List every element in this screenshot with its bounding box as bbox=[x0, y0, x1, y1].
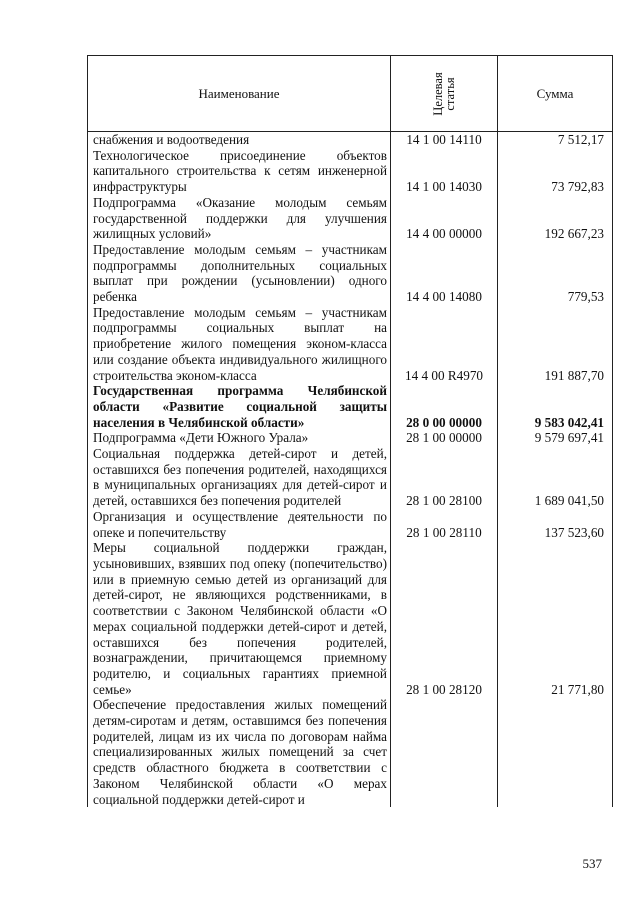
row-code: 14 4 00 R4970 bbox=[391, 305, 498, 384]
row-name: Обеспечение предоставления жилых помещений детям-сиротам и детям, оставшимся без попечения родителей, лицам из их числа по договорам найма специализированных жилых помещений за счет средств областного бюджета в соответствии с Законом Челябинской области «О мерах социальной поддержки детей-сирот и bbox=[88, 697, 391, 807]
row-name: Подпрограмма «Оказание молодым семьям государственной поддержки для улучшения жилищных условий» bbox=[88, 195, 391, 242]
row-sum: 779,53 bbox=[498, 242, 613, 305]
header-name: Наименование bbox=[88, 56, 391, 132]
row-name: Предоставление молодым семьям – участникам подпрограммы социальных выплат на приобретение жилого помещения эконом-класса или создание объекта индивидуального жилищного строительства эконом-класса bbox=[88, 305, 391, 384]
header-code-line1: Целевая bbox=[431, 71, 445, 116]
row-name: Организация и осуществление деятельности по опеке и попечительству bbox=[88, 509, 391, 540]
row-code: 28 1 00 00000 bbox=[391, 430, 498, 446]
row-name: Меры социальной поддержки граждан, усыновивших, взявших под опеку (попечительство) или в приемную семью детей из организаций для детей-сирот, не являющихся родственниками, в соответствии с Законом Челябинской области «О мерах социальной поддержки детей-сирот и детей, оставшихся без попечения родителей, вознаграждении, причитающемся приемному родителю, и социальных гарантиях приемной семье» bbox=[88, 540, 391, 697]
table-row bbox=[88, 305, 613, 384]
table-row-program bbox=[88, 383, 613, 430]
table-row bbox=[88, 509, 613, 540]
row-name: Социальная поддержка детей-сирот и детей, оставшихся без попечения родителей, находящихся в муниципальных организациях для детей-сирот и детей, оставшихся без попечения родителей bbox=[88, 446, 391, 509]
table-row bbox=[88, 446, 613, 509]
row-sum: 7 512,17 bbox=[498, 132, 613, 148]
row-code: 14 1 00 14110 bbox=[391, 132, 498, 148]
page-number: 537 bbox=[582, 856, 602, 871]
row-name: Государственная программа Челябинской области «Развитие социальной защиты населения в Челябинской области» bbox=[88, 383, 391, 430]
row-code: 14 4 00 00000 bbox=[391, 195, 498, 242]
header-code bbox=[391, 56, 498, 132]
table-row bbox=[88, 242, 613, 305]
table-row bbox=[88, 132, 613, 148]
row-code: 28 0 00 00000 bbox=[391, 383, 498, 430]
row-sum: 73 792,83 bbox=[498, 148, 613, 195]
row-sum: 9 579 697,41 bbox=[498, 430, 613, 446]
row-sum bbox=[498, 697, 613, 807]
row-code bbox=[391, 697, 498, 807]
header-code-line2: статья bbox=[443, 76, 457, 111]
header-sum: Сумма bbox=[498, 56, 613, 132]
table-row bbox=[88, 148, 613, 195]
row-sum: 9 583 042,41 bbox=[498, 383, 613, 430]
budget-table bbox=[87, 55, 613, 807]
budget-table-sheet bbox=[87, 55, 612, 807]
row-code: 14 4 00 14080 bbox=[391, 242, 498, 305]
row-sum: 21 771,80 bbox=[498, 540, 613, 697]
row-code: 28 1 00 28120 bbox=[391, 540, 498, 697]
row-code: 28 1 00 28100 bbox=[391, 446, 498, 509]
table-row bbox=[88, 195, 613, 242]
table-header-row bbox=[88, 56, 613, 132]
table-row bbox=[88, 540, 613, 697]
row-name: Подпрограмма «Дети Южного Урала» bbox=[88, 430, 391, 446]
row-sum: 137 523,60 bbox=[498, 509, 613, 540]
row-sum: 192 667,23 bbox=[498, 195, 613, 242]
table-row bbox=[88, 430, 613, 446]
row-code: 28 1 00 28110 bbox=[391, 509, 498, 540]
row-sum: 191 887,70 bbox=[498, 305, 613, 384]
row-sum: 1 689 041,50 bbox=[498, 446, 613, 509]
row-name: Технологическое присоединение объектов капитального строительства к сетям инженерной инфраструктуры bbox=[88, 148, 391, 195]
table-row bbox=[88, 697, 613, 807]
row-name: снабжения и водоотведения bbox=[88, 132, 391, 148]
row-code: 14 1 00 14030 bbox=[391, 148, 498, 195]
row-name: Предоставление молодым семьям – участникам подпрограммы дополнительных социальных выплат при рождении (усыновлении) одного ребенка bbox=[88, 242, 391, 305]
